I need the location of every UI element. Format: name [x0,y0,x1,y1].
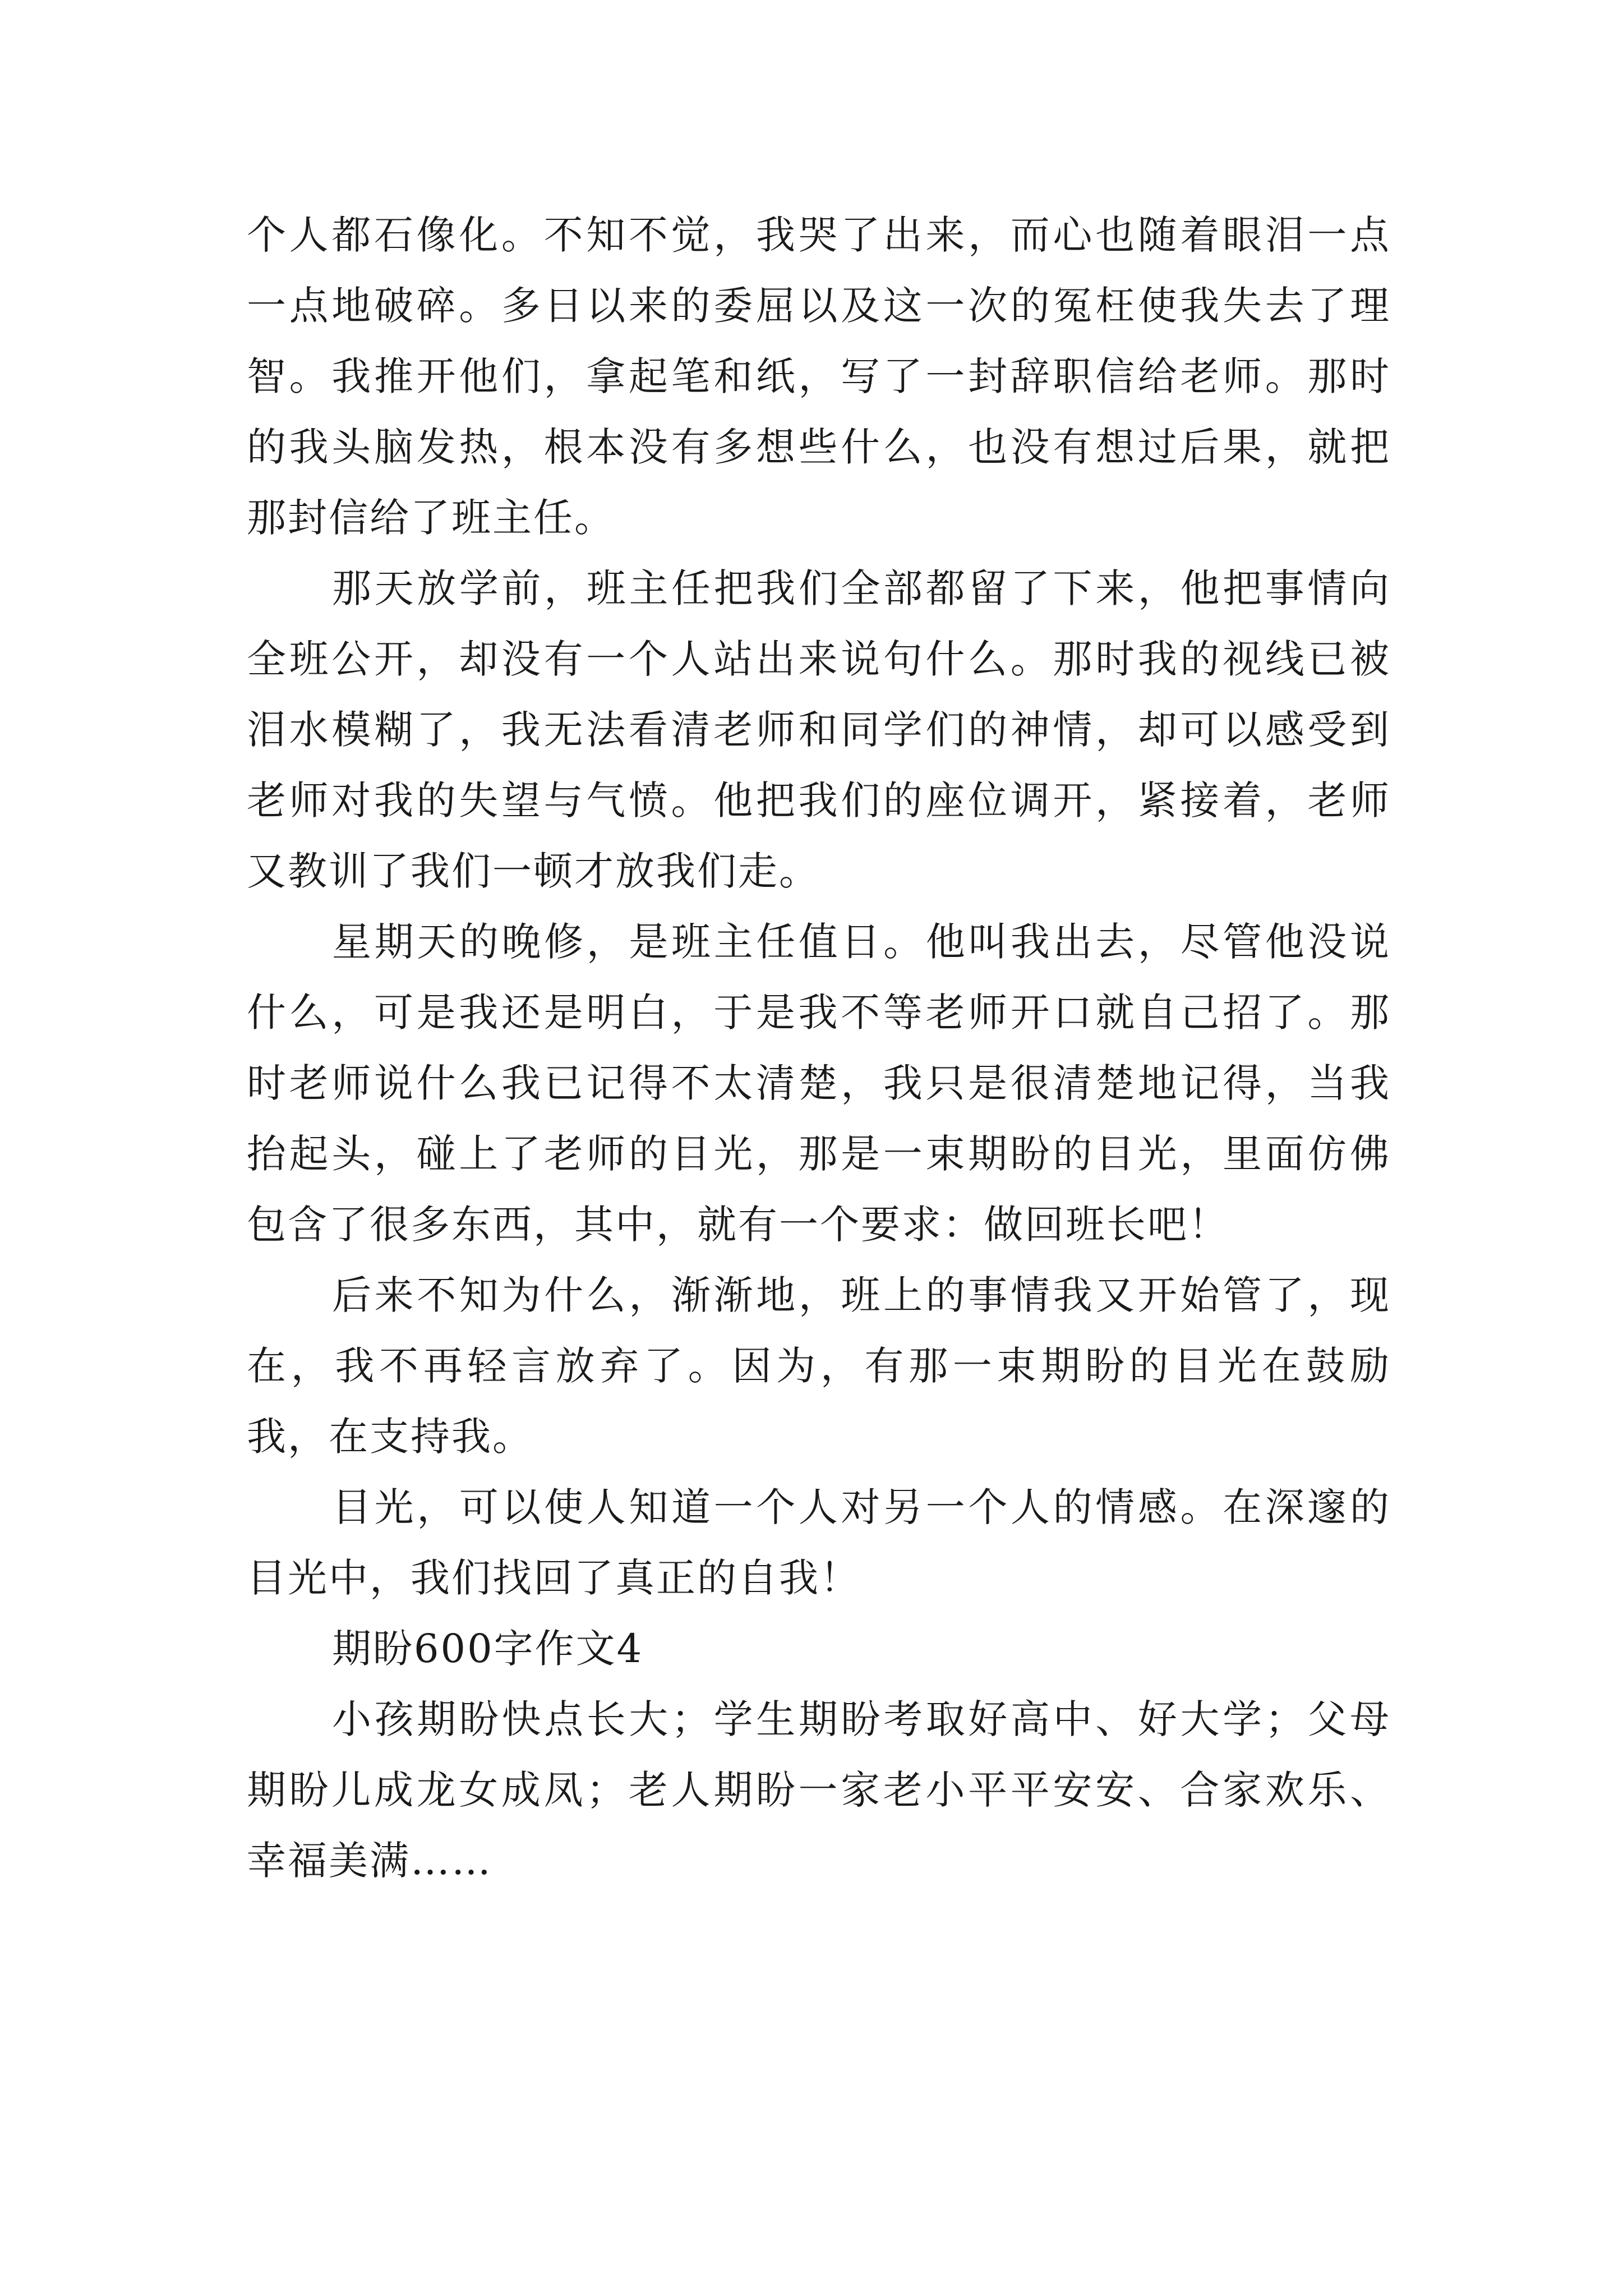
paragraph: 那天放学前，班主任把我们全部都留了下来，他把事情向全班公开，却没有一个人站出来说句什么。那时我的视线已被泪水模糊了，我无法看清老师和同学们的神情，却可以感受到老师对我的失望与气愤。他把我们的座位调开，紧接着，老师又教训了我们一顿才放我们走。 [247,565,1391,894]
document-body [247,200,1391,1896]
essay-heading: 期盼600字作文4 [332,1626,644,1672]
paragraph: 小孩期盼快点长大；学生期盼考取好高中、好大学；父母期盼儿成龙女成凤；老人期盼一家老小平平安安、合家欢乐、幸福美满…… [247,1696,1391,1884]
paragraph-continued: 个人都石像化。不知不觉，我哭了出来，而心也随着眼泪一点一点地破碎。多日以来的委屈以及这一次的冤枉使我失去了理智。我推开他们，拿起笔和纸，写了一封辞职信给老师。那时的我头脑发热，根本没有多想些什么，也没有想过后果，就把那封信给了班主任。 [247,212,1391,541]
paragraph: 后来不知为什么，渐渐地，班上的事情我又开始管了，现在，我不再轻言放弃了。因为，有那一束期盼的目光在鼓励我，在支持我。 [247,1272,1391,1460]
paragraph: 目光，可以使人知道一个人对另一个人的情感。在深邃的目光中，我们找回了真正的自我！ [247,1484,1391,1601]
paragraph: 星期天的晚修，是班主任值日。他叫我出去，尽管他没说什么，可是我还是明白，于是我不等老师开口就自己招了。那时老师说什么我已记得不太清楚，我只是很清楚地记得，当我抬起头，碰上了老师的目光，那是一束期盼的目光，里面仿佛包含了很多东西，其中，就有一个要求：做回班长吧！ [247,919,1391,1248]
